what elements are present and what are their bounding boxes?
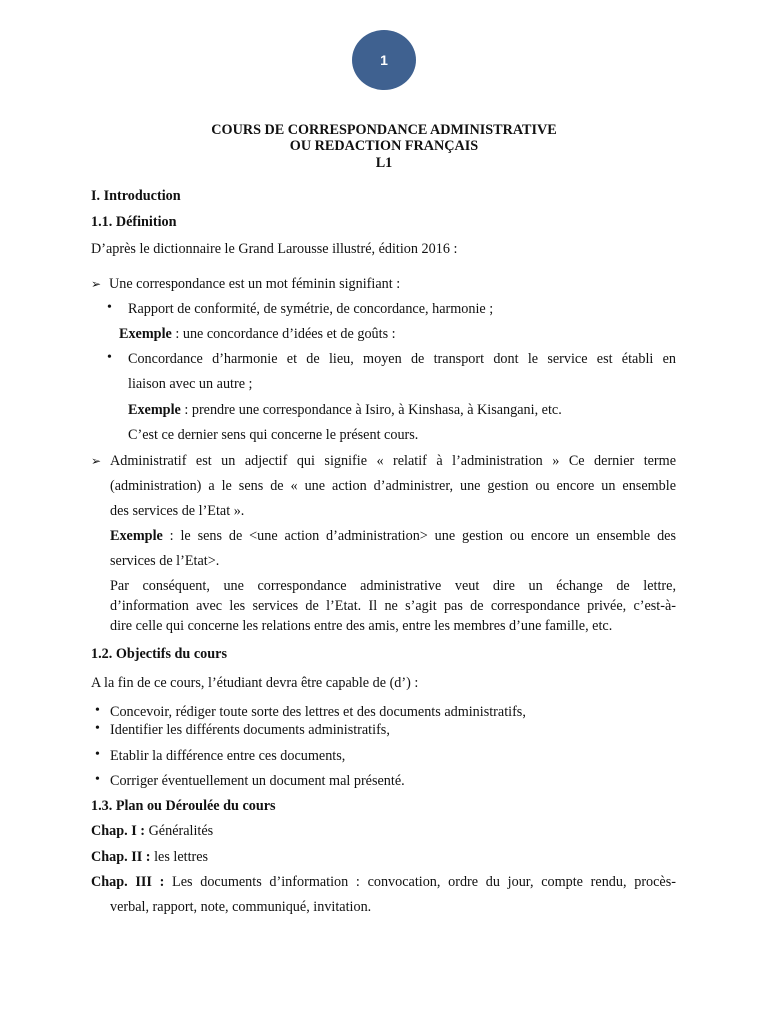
chapter-label: Chap. III : xyxy=(91,874,165,890)
plan-heading: 1.3. Plan ou Déroulée du cours xyxy=(91,798,276,814)
plan-chapter-1 xyxy=(91,822,213,840)
example-label: Exemple xyxy=(110,528,163,544)
intro-heading: I. Introduction xyxy=(91,188,181,204)
paragraph-line-1: Par conséquent, une correspondance administrative veut dire un échange de lettre, xyxy=(110,578,676,594)
chapter-title: Les documents d’information : convocation, ordre du jour, compte rendu, procès- xyxy=(164,874,676,890)
list-item-correspondance xyxy=(91,275,400,293)
page-number-badge: 1 xyxy=(352,30,416,90)
example-1 xyxy=(119,325,396,343)
plan-chapter-3-line-2: verbal, rapport, note, communiqué, invitation. xyxy=(110,899,372,915)
plan-chapter-3-line-1 xyxy=(91,873,676,891)
list-item-text: Une correspondance est un mot féminin signifiant : xyxy=(109,276,401,292)
administratif-line-3: des services de l’Etat ». xyxy=(110,503,245,519)
example-text: : le sens de <une action d’administration> une gestion ou encore un ensemble des xyxy=(162,528,676,544)
bullet-icon: • xyxy=(95,772,100,787)
sub-item-concordance-line-1: Concordance d’harmonie et de lieu, moyen de transport dont le service est établi en xyxy=(128,351,676,367)
arrow-bullet-icon: ➢ xyxy=(91,277,102,291)
administratif-line-1: Administratif est un adjectif qui signifie « relatif à l’administration » Ce dernier terme xyxy=(110,453,676,469)
example-3-line-2: services de l’Etat>. xyxy=(110,553,220,569)
definition-heading: 1.1. Définition xyxy=(91,214,177,230)
bullet-icon: • xyxy=(107,300,112,315)
title-line-2: OU REDACTION FRANÇAIS xyxy=(289,138,479,154)
course-scope-note: C’est ce dernier sens qui concerne le présent cours. xyxy=(128,427,419,443)
bullet-icon: • xyxy=(95,721,100,736)
definition-source: D’après le dictionnaire le Grand Larousse illustré, édition 2016 : xyxy=(91,241,458,257)
chapter-title: Généralités xyxy=(145,823,214,839)
title-line-3: L1 xyxy=(375,155,393,171)
bullet-icon: • xyxy=(107,350,112,365)
objective-item: Etablir la différence entre ces documents, xyxy=(110,748,346,764)
objective-item: Concevoir, rédiger toute sorte des lettres et des documents administratifs, xyxy=(110,704,526,720)
title-line-1: COURS DE CORRESPONDANCE ADMINISTRATIVE xyxy=(211,122,557,138)
objectives-heading: 1.2. Objectifs du cours xyxy=(91,646,227,662)
example-text: : prendre une correspondance à Isiro, à Kinshasa, à Kisangani, etc. xyxy=(180,402,562,418)
example-label: Exemple xyxy=(128,402,181,418)
chapter-label: Chap. II : xyxy=(91,849,151,865)
objective-item: Corriger éventuellement un document mal présenté. xyxy=(110,773,405,789)
administratif-line-2: (administration) a le sens de « une action d’administrer, une gestion ou encore un ensemble xyxy=(110,478,676,494)
example-2 xyxy=(128,401,562,419)
sub-item-rapport: Rapport de conformité, de symétrie, de concordance, harmonie ; xyxy=(128,301,494,317)
paragraph-line-3: dire celle qui concerne les relations entre des amis, entre les membres d’une famille, etc. xyxy=(110,618,613,634)
chapter-title: les lettres xyxy=(150,849,209,865)
sub-item-concordance-line-2: liaison avec un autre ; xyxy=(128,376,253,392)
paragraph-line-2: d’information avec les services de l’Etat. Il ne s’agit pas de correspondance privée, c’est-à- xyxy=(110,598,676,614)
bullet-icon: • xyxy=(95,747,100,762)
objectives-intro: A la fin de ce cours, l’étudiant devra être capable de (d’) : xyxy=(91,675,419,691)
chapter-label: Chap. I : xyxy=(91,823,146,839)
example-text: : une concordance d’idées et de goûts : xyxy=(171,326,396,342)
example-label: Exemple xyxy=(119,326,172,342)
plan-chapter-2 xyxy=(91,848,208,866)
example-3-line-1 xyxy=(110,527,676,545)
objective-item: Identifier les différents documents administratifs, xyxy=(110,722,390,738)
arrow-bullet-icon: ➢ xyxy=(91,454,102,468)
bullet-icon: • xyxy=(95,703,100,718)
